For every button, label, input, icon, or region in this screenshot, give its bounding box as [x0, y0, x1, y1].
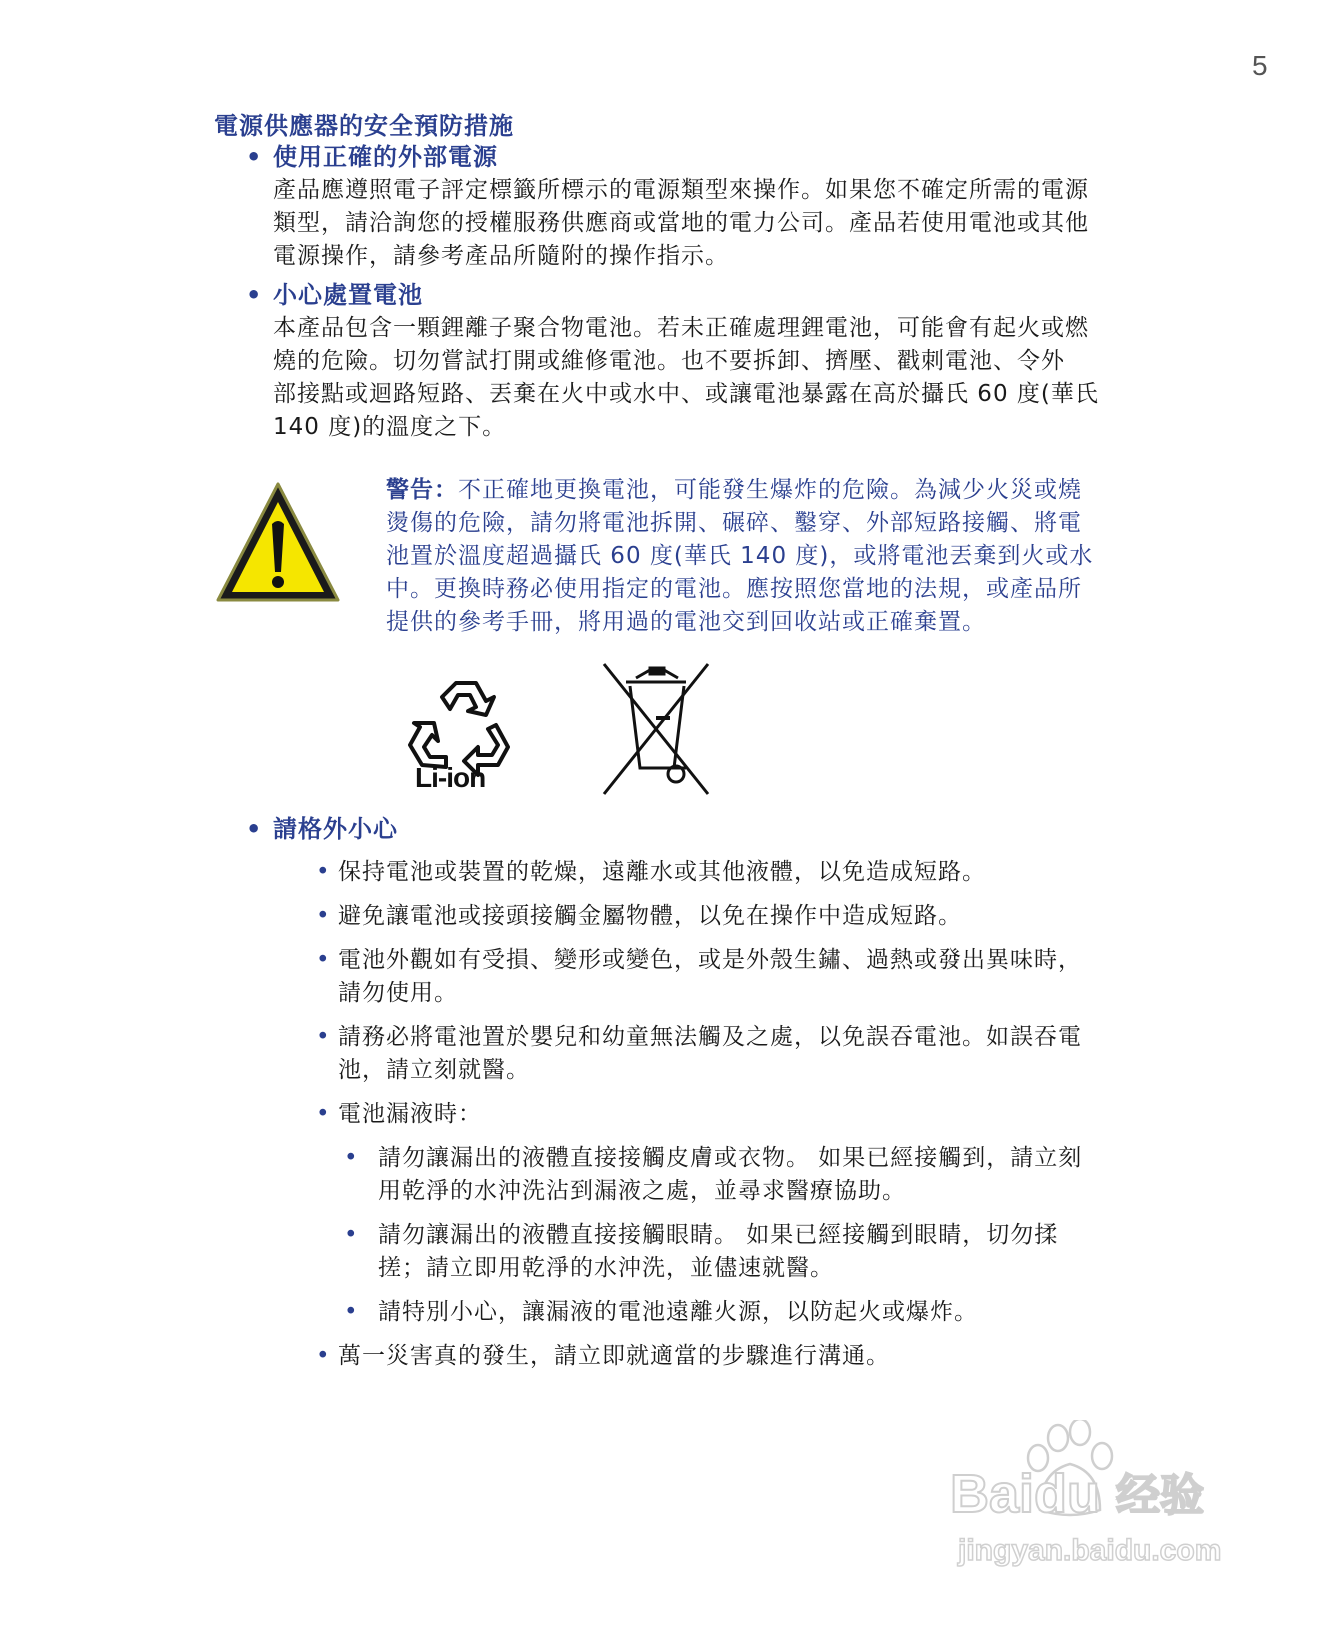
- list-item: • 保持電池或裝置的乾燥，遠離水或其他液體，以免造成短路。: [246, 856, 1226, 889]
- page-number: 5: [1252, 50, 1268, 81]
- list-item: • 避免讓電池或接頭接觸金屬物體，以免在操作中造成短路。: [246, 900, 1226, 933]
- list-item: • 萬一災害真的發生，請立即就適當的步驟進行溝通。: [246, 1340, 1226, 1373]
- section-heading: • 小心處置電池: [246, 278, 1226, 312]
- page-title: 電源供應器的安全預防措施: [214, 112, 514, 140]
- section-extra-care: [246, 812, 1226, 1384]
- list-item: • 請務必將電池置於嬰兒和幼童無法觸及之處，以免誤吞電池。如誤吞電 池，請立刻就醫。: [246, 1021, 1226, 1087]
- section-heading: • 請格外小心: [246, 812, 1226, 846]
- list-item: • 電池外觀如有受損、變形或變色，或是外殼生鏽、過熱或發出異味時， 請勿使用。: [246, 944, 1226, 1010]
- watermark-url: jingyan.baidu.com: [958, 1534, 1222, 1567]
- section-external-power: [246, 140, 1226, 273]
- sub-list-item: • 請特別小心，讓漏液的電池遠離火源，以防起火或爆炸。: [246, 1296, 1226, 1329]
- warning-label: 警告：: [386, 477, 458, 503]
- sub-list-item: • 請勿讓漏出的液體直接接觸眼睛。 如果已經接觸到眼睛，切勿揉 搓；請立即用乾淨的水沖洗，並儘速就醫。: [246, 1219, 1226, 1285]
- list-item: • 電池漏液時：: [246, 1098, 1226, 1131]
- sub-list-item: • 請勿讓漏出的液體直接接觸皮膚或衣物。 如果已經接觸到，請立刻 用乾淨的水沖洗沾到漏液之處，並尋求醫療協助。: [246, 1142, 1226, 1208]
- baidu-watermark-logo: [940, 1420, 1240, 1590]
- crossed-bin-icon: [600, 660, 712, 800]
- li-ion-label: Li-ion: [415, 762, 486, 793]
- watermark-suffix: 经验: [1116, 1470, 1204, 1521]
- warning-text: 警告：不正確地更換電池，可能發生爆炸的危險。為減少火災或燒 燙傷的危險，請勿將電池拆開、碾碎、鑿穿、外部短路接觸、將電 池置於溫度超過攝氏 60 度(華氏 140 度)，或將電池丟棄到火或水 中。更換時務必使用指定的電池。應按照您當地的法規，或產品所 提供的參考手冊，將用過的電池交到回收站或正確棄置。: [386, 477, 1094, 635]
- section-paragraph: 本產品包含一顆鋰離子聚合物電池。若未正確處理鋰電池，可能會有起火或燃 燒的危險。切勿嘗試打開或維修電池。也不要拆卸、擠壓、戳刺電池、令外 部接點或迴路短路、丟棄在火中或水中、或讓電池暴露在高於攝氏 60 度(華氏 140 度)的溫度之下。: [273, 315, 1099, 440]
- section-heading: • 使用正確的外部電源: [246, 140, 1226, 174]
- watermark-brand: Baidu: [950, 1464, 1101, 1524]
- warning-triangle-icon: [214, 480, 342, 606]
- section-paragraph: 產品應遵照電子評定標籤所標示的電源類型來操作。如果您不確定所需的電源 類型，請洽詢您的授權服務供應商或當地的電力公司。產品若使用電池或其他 電源操作，請參考產品所隨附的操作指示。: [273, 177, 1089, 269]
- section-battery-handling: [246, 278, 1226, 444]
